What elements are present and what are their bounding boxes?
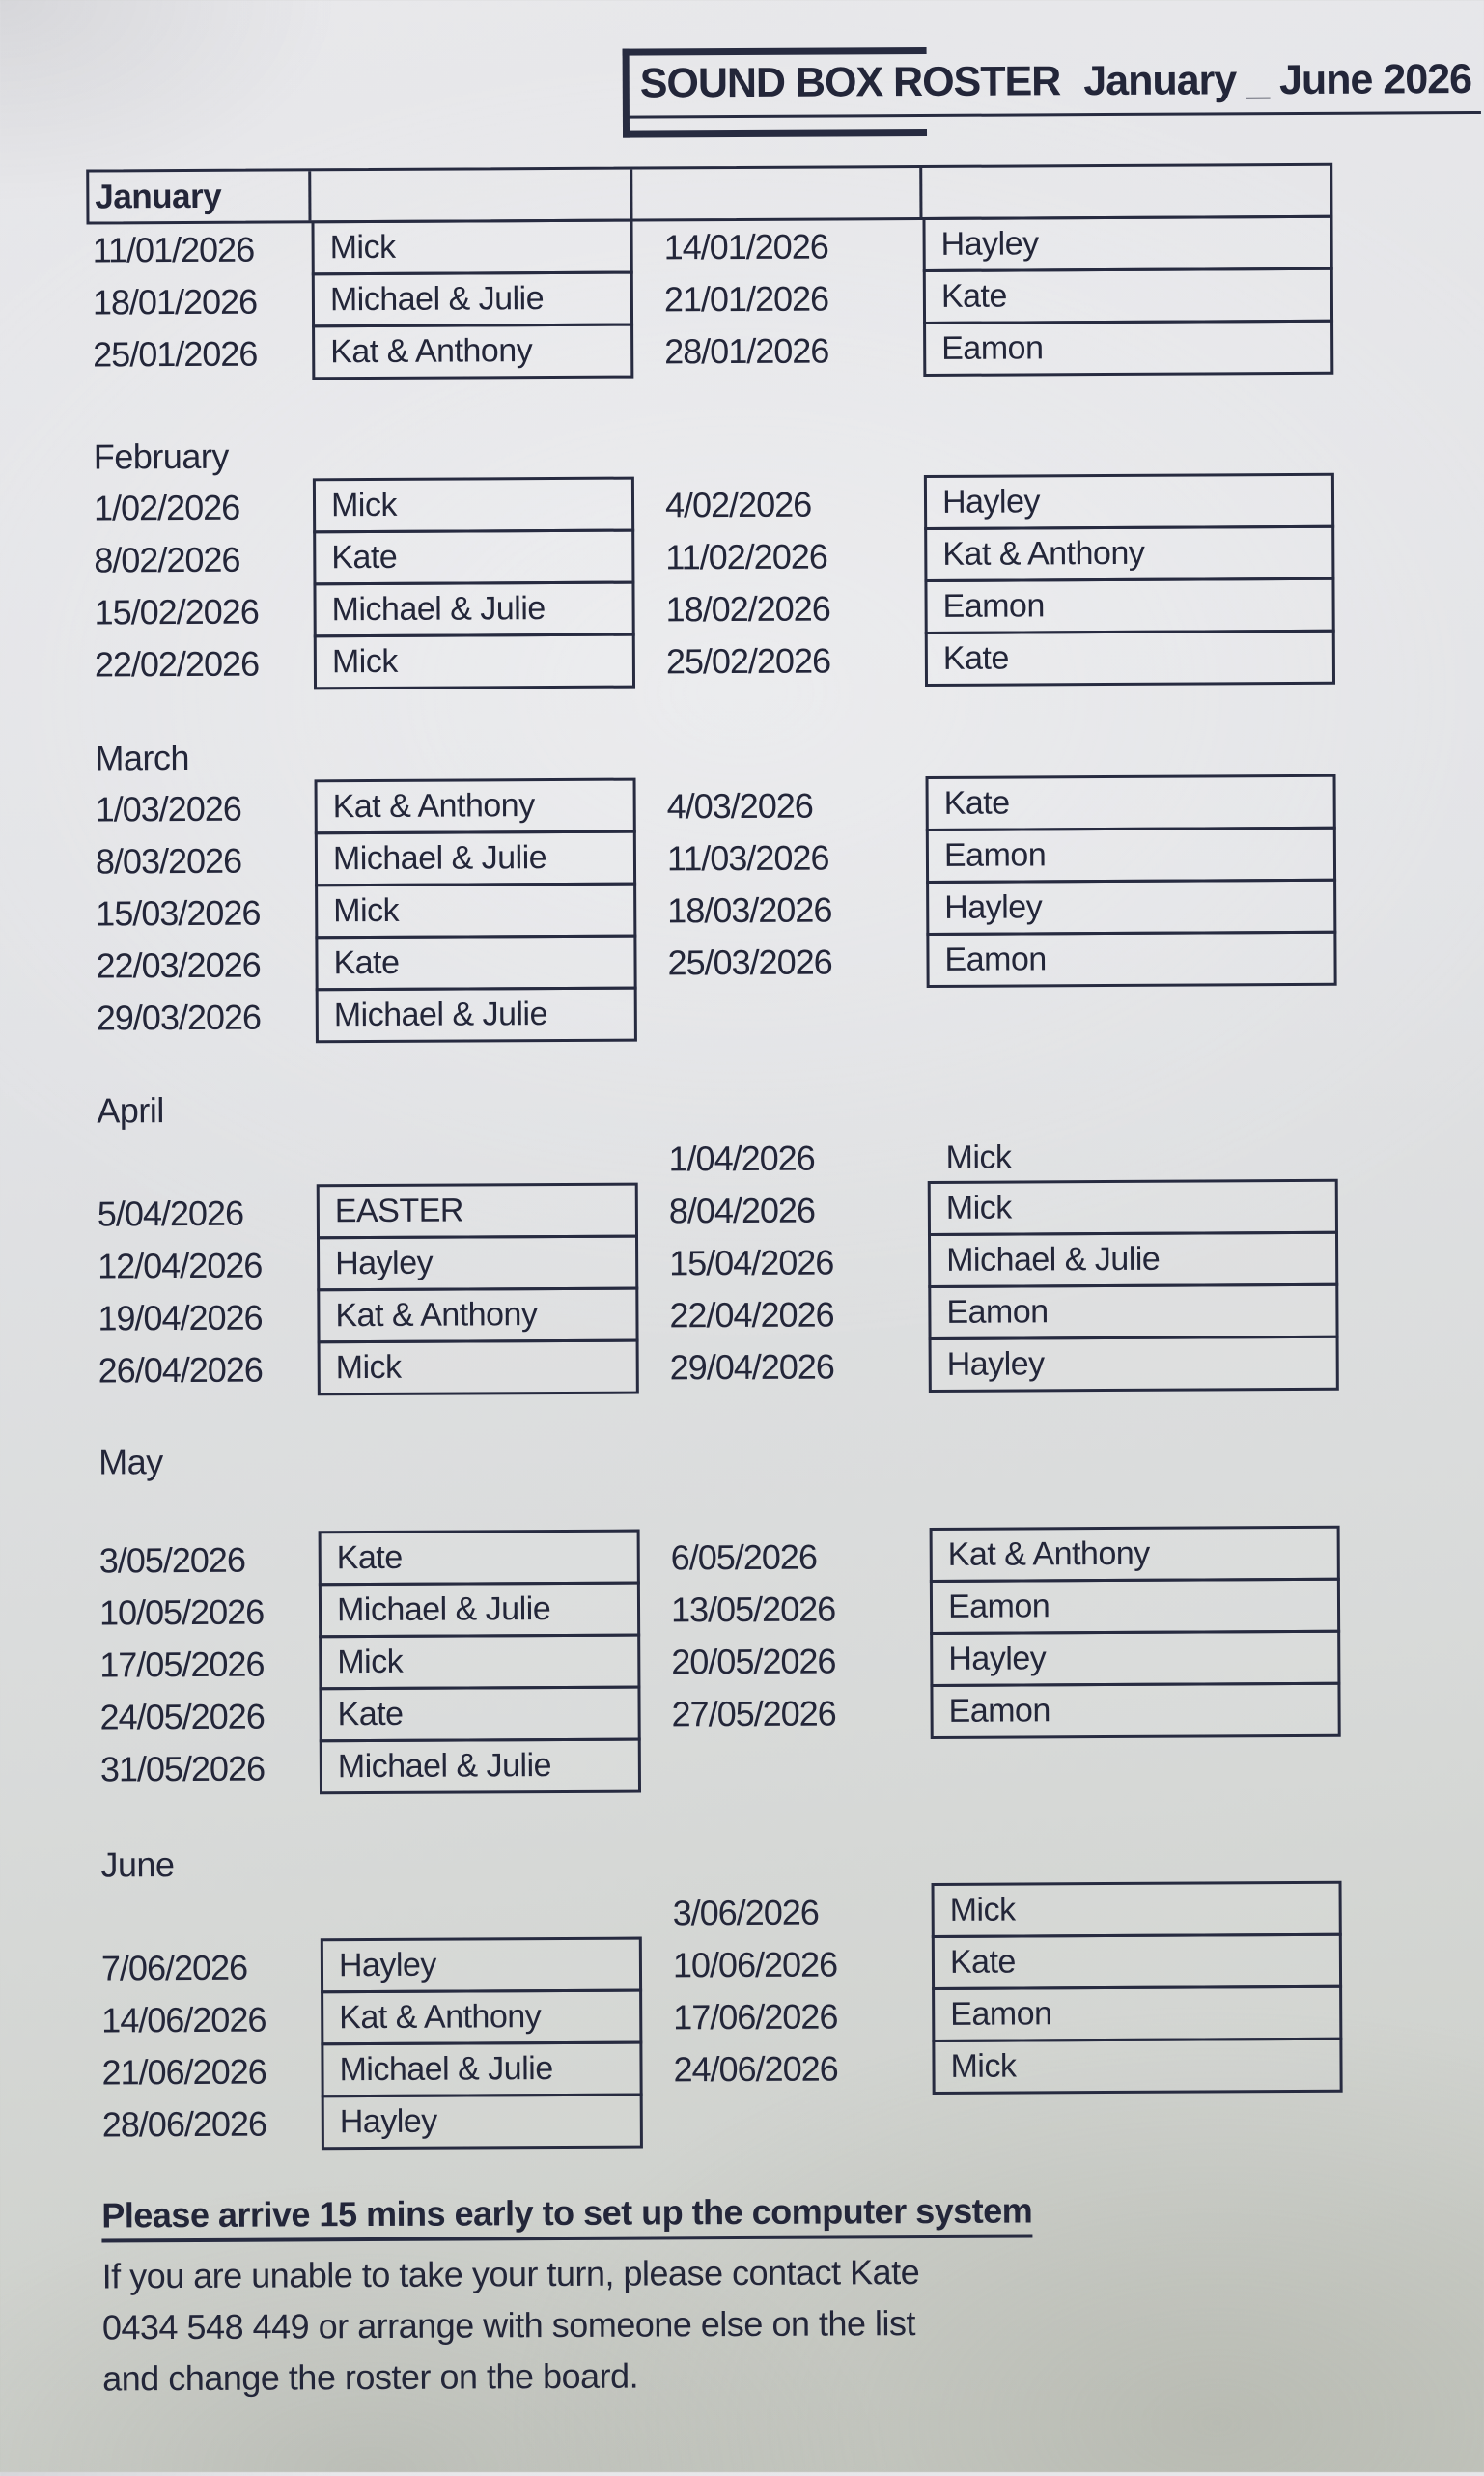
date-cell: 5/04/2026 xyxy=(97,1193,244,1234)
roster-row xyxy=(96,2040,1342,2099)
month-header-cell xyxy=(311,170,632,221)
footer-note xyxy=(101,2188,1484,2405)
date-cell: 14/06/2026 xyxy=(101,1999,266,2040)
date-cell: 22/02/2026 xyxy=(94,643,260,685)
month-header-cell: January xyxy=(89,171,311,221)
title-date-range: January _ June 2026 xyxy=(1083,56,1472,105)
date-cell: 22/04/2026 xyxy=(669,1294,834,1336)
name-cell: Mick xyxy=(315,883,636,940)
name-cell: Michael & Julie xyxy=(316,987,637,1044)
date-cell xyxy=(641,1739,931,1796)
name-cell: Mick xyxy=(319,1634,640,1691)
name-cell xyxy=(927,986,1337,1040)
name-cell: Eamon xyxy=(930,1578,1340,1635)
date-cell: 17/06/2026 xyxy=(673,1996,838,2038)
date-cell: 18/03/2026 xyxy=(667,889,832,931)
name-cell: Eamon xyxy=(924,577,1334,634)
month-label: February xyxy=(93,436,229,477)
name-cell xyxy=(931,1737,1341,1791)
month-header-cell xyxy=(632,168,922,219)
name-cell: Mick xyxy=(932,2038,1342,2095)
name-cell: Kat & Anthony xyxy=(317,1287,638,1344)
name-cell: Michael & Julie xyxy=(928,1231,1338,1288)
month-section-april xyxy=(91,1083,1339,1397)
date-cell: 21/01/2026 xyxy=(663,278,829,320)
name-cell: Eamon xyxy=(926,931,1336,988)
month-section-june xyxy=(95,1838,1343,2152)
name-cell xyxy=(933,2093,1343,2147)
roster-row xyxy=(89,633,1335,691)
month-label: March xyxy=(95,737,190,778)
date-cell: 24/06/2026 xyxy=(673,2048,838,2090)
name-cell: Michael & Julie xyxy=(320,1738,641,1795)
name-cell: Michael & Julie xyxy=(315,830,636,887)
date-cell xyxy=(91,1135,316,1188)
date-cell: 1/04/2026 xyxy=(668,1138,815,1179)
date-cell: 15/03/2026 xyxy=(96,892,261,934)
date-cell: 10/05/2026 xyxy=(98,1591,265,1633)
name-cell: Hayley xyxy=(322,2094,643,2151)
date-cell: 19/04/2026 xyxy=(98,1297,263,1338)
month-rows xyxy=(94,1529,1341,1796)
name-cell: Eamon xyxy=(932,1985,1342,2042)
date-cell: 11/01/2026 xyxy=(92,229,255,270)
name-cell: Kat & Anthony xyxy=(315,778,636,835)
month-label: May xyxy=(98,1442,163,1482)
date-cell: 26/04/2026 xyxy=(98,1349,264,1391)
date-cell: 4/02/2026 xyxy=(664,484,812,525)
date-cell: 24/05/2026 xyxy=(99,1696,265,1737)
date-cell: 25/02/2026 xyxy=(665,640,831,682)
name-cell xyxy=(321,1888,642,1942)
name-cell: Kate xyxy=(313,529,634,586)
name-cell: Hayley xyxy=(926,879,1336,936)
name-cell: Kat & Anthony xyxy=(930,1526,1340,1583)
date-cell: 25/03/2026 xyxy=(667,942,832,983)
name-cell: Hayley xyxy=(922,215,1332,272)
name-cell: Eamon xyxy=(926,827,1336,884)
roster-row xyxy=(90,934,1336,993)
month-section-march xyxy=(89,731,1337,1045)
month-label: June xyxy=(100,1844,175,1885)
name-cell: Michael & Julie xyxy=(312,271,633,328)
name-cell: Mick xyxy=(313,477,634,534)
month-rows xyxy=(88,476,1335,691)
name-cell: Hayley xyxy=(929,1336,1339,1393)
date-cell: 18/01/2026 xyxy=(92,281,258,323)
footer-line: If you are unable to take your turn, please contact Kate xyxy=(101,2252,920,2296)
month-rows xyxy=(86,163,1333,381)
name-cell: Kate xyxy=(926,774,1336,831)
name-cell: EASTER xyxy=(317,1183,638,1240)
name-cell: Hayley xyxy=(924,473,1334,530)
name-cell: Hayley xyxy=(317,1235,638,1292)
roster-row xyxy=(97,2093,1343,2152)
name-cell: Kate xyxy=(932,1933,1342,1990)
month-header-cell xyxy=(922,166,1330,217)
roster-row xyxy=(95,1737,1341,1796)
month-rows xyxy=(96,1884,1343,2152)
name-cell: Mick xyxy=(318,1339,639,1396)
date-cell: 20/05/2026 xyxy=(671,1641,836,1682)
name-cell: Michael & Julie xyxy=(321,2041,642,2098)
name-cell: Michael & Julie xyxy=(313,581,634,638)
name-cell: Mick xyxy=(932,1881,1342,1938)
name-cell: Kate xyxy=(319,1530,640,1587)
date-cell: 11/03/2026 xyxy=(666,837,829,879)
date-cell: 15/04/2026 xyxy=(669,1242,834,1283)
name-cell: Kat & Anthony xyxy=(321,1989,642,2046)
name-cell: Eamon xyxy=(923,320,1333,377)
date-cell: 14/01/2026 xyxy=(663,226,828,267)
name-cell: Eamon xyxy=(928,1283,1338,1340)
name-cell: Hayley xyxy=(321,1937,642,1994)
date-cell xyxy=(643,2095,933,2152)
date-cell: 29/03/2026 xyxy=(96,997,262,1038)
date-cell xyxy=(637,988,927,1045)
title-main-text: SOUND BOX ROSTER xyxy=(639,58,1061,107)
name-cell: Mick xyxy=(311,219,632,276)
date-cell: 18/02/2026 xyxy=(665,588,830,630)
date-cell: 12/04/2026 xyxy=(98,1245,263,1286)
name-cell: Mick xyxy=(314,633,635,690)
name-cell: Kate xyxy=(319,1686,640,1743)
roster-row xyxy=(91,986,1337,1045)
name-cell: Mick xyxy=(928,1179,1338,1236)
date-cell: 10/06/2026 xyxy=(672,1944,838,1985)
name-cell: Hayley xyxy=(930,1630,1340,1687)
date-cell: 8/02/2026 xyxy=(94,539,240,580)
page-title xyxy=(627,52,1482,119)
date-cell: 4/03/2026 xyxy=(666,785,813,827)
date-cell: 28/01/2026 xyxy=(664,330,829,372)
footer-line: 0434 548 449 or arrange with someone else on the list xyxy=(101,2303,916,2348)
date-cell xyxy=(96,1889,321,1945)
month-section-february xyxy=(88,430,1335,691)
date-cell: 13/05/2026 xyxy=(670,1589,836,1630)
month-section-may xyxy=(93,1435,1341,1796)
date-cell: 15/02/2026 xyxy=(94,591,259,633)
name-cell: Kat & Anthony xyxy=(924,525,1334,582)
date-cell: 1/03/2026 xyxy=(95,788,241,830)
month-section-january xyxy=(86,163,1333,381)
date-cell: 29/04/2026 xyxy=(669,1346,835,1388)
name-cell: Kate xyxy=(925,630,1335,687)
roster-row xyxy=(87,323,1333,381)
name-cell: Kate xyxy=(923,267,1333,324)
date-cell: 28/06/2026 xyxy=(101,2103,267,2145)
months-container xyxy=(86,163,1343,2152)
date-cell: 27/05/2026 xyxy=(671,1693,836,1734)
month-label: April xyxy=(97,1090,164,1131)
date-cell: 21/06/2026 xyxy=(101,2051,266,2093)
date-cell: 7/06/2026 xyxy=(100,1947,248,1988)
date-cell: 22/03/2026 xyxy=(96,944,261,986)
name-cell: Eamon xyxy=(930,1682,1340,1739)
month-rows xyxy=(90,777,1337,1045)
date-cell: 6/05/2026 xyxy=(670,1536,818,1578)
date-cell: 1/02/2026 xyxy=(93,487,240,528)
name-cell: Kat & Anthony xyxy=(312,324,633,380)
roster-row xyxy=(93,1338,1339,1397)
month-rows xyxy=(91,1130,1338,1397)
date-cell: 17/05/2026 xyxy=(99,1644,265,1685)
date-cell: 8/03/2026 xyxy=(95,840,242,882)
date-cell: 31/05/2026 xyxy=(99,1748,266,1789)
footer-line: and change the roster on the board. xyxy=(102,2355,639,2399)
date-cell: 3/06/2026 xyxy=(672,1892,819,1933)
footer-heading: Please arrive 15 mins early to set up the computer system xyxy=(101,2190,1032,2242)
name-cell: Kate xyxy=(315,935,636,992)
date-cell: 11/02/2026 xyxy=(665,536,827,577)
roster-row xyxy=(94,1685,1340,1744)
name-cell xyxy=(316,1134,637,1188)
date-cell: 8/04/2026 xyxy=(668,1190,816,1231)
name-cell: Michael & Julie xyxy=(319,1582,640,1639)
date-cell: 25/01/2026 xyxy=(93,333,258,375)
name-cell: Mick xyxy=(945,1139,1012,1176)
date-cell: 3/05/2026 xyxy=(98,1539,246,1581)
